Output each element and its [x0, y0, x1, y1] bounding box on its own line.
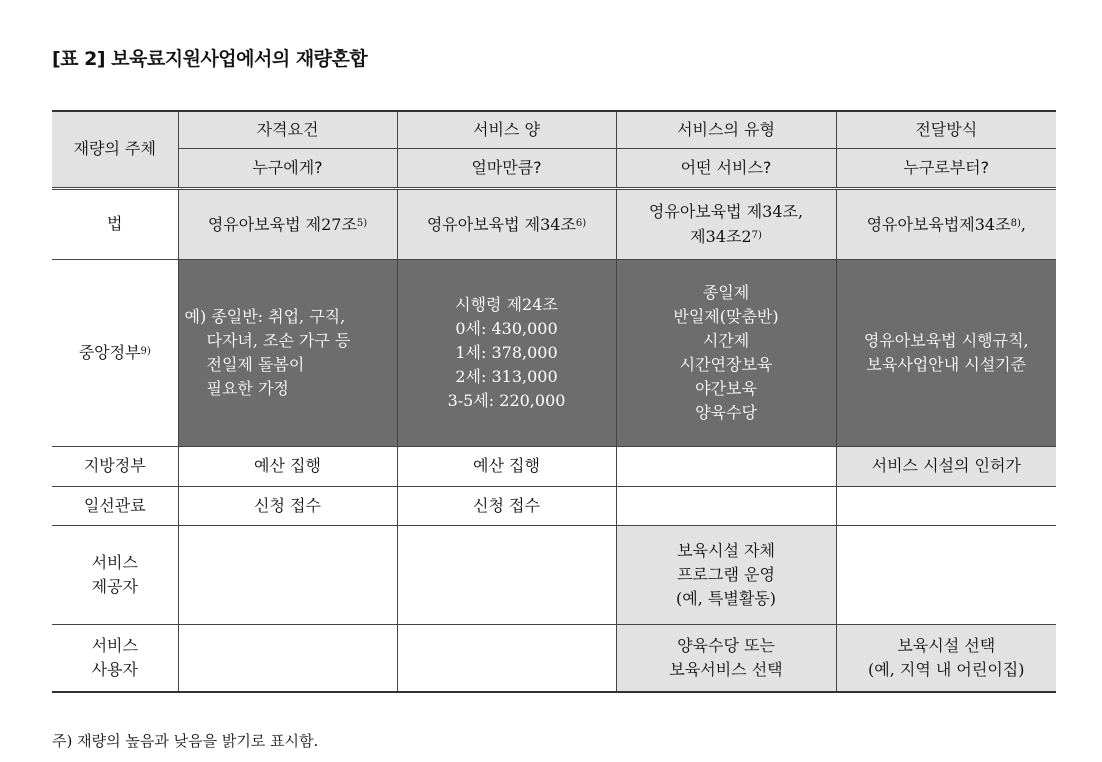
law-eligibility-cell [178, 188, 397, 259]
row-service-provider [52, 525, 1056, 624]
user-type-line: 양육수당 또는 [677, 635, 775, 655]
central-type-line: 종일제 [702, 282, 750, 302]
central-eligibility-cell [178, 259, 397, 446]
law-type-line-1: 영유아보육법 제34조, [648, 201, 804, 221]
central-amount-line: 0세: 430,000 [455, 318, 558, 338]
user-type-line: 보육서비스 선택 [669, 659, 783, 679]
central-eligibility-line: 예) 종일반: 취업, 구직, [184, 306, 346, 326]
central-amount-cell [397, 259, 616, 446]
central-amount-line: 2세: 313,000 [455, 366, 558, 386]
central-type-line: 시간연장보육 [679, 354, 773, 374]
header-service-type: 서비스의 유형 [616, 111, 836, 148]
row-label-central [52, 259, 178, 446]
official-amount-cell: 신청 접수 [397, 486, 616, 525]
law-delivery-cell [836, 188, 1056, 259]
law-amount-text: 영유아보육법 제34조 [426, 214, 576, 234]
central-type-line: 반일제(맞춤반) [673, 306, 779, 326]
central-amount-line: 시행령 제24조 [455, 294, 558, 314]
user-label-line: 사용자 [91, 659, 138, 679]
header-corner: 재량의 주체 [52, 111, 178, 188]
question-from-whom: 누구로부터? [836, 148, 1056, 188]
local-eligibility-cell: 예산 집행 [178, 446, 397, 486]
question-how-much: 얼마만큼? [397, 148, 616, 188]
central-eligibility-line: 전일제 돌봄이 [206, 354, 305, 374]
local-delivery-cell: 서비스 시설의 인허가 [836, 446, 1056, 486]
provider-type-line: 보육시설 자체 [677, 540, 775, 560]
central-amount-line: 1세: 378,000 [455, 342, 558, 362]
footnote-marker: 6) [575, 217, 587, 229]
header-eligibility: 자격요건 [178, 111, 397, 148]
central-type-line: 야간보육 [695, 378, 757, 398]
header-delivery: 전달방식 [836, 111, 1056, 148]
user-delivery-line: 보육시설 선택 [897, 635, 996, 655]
row-street-level-official [52, 486, 1056, 525]
row-central-government [52, 259, 1056, 446]
central-eligibility-line: 필요한 가정 [206, 378, 289, 398]
central-amount-line: 3-5세: 220,000 [447, 390, 566, 410]
local-type-cell [616, 446, 836, 486]
row-label-law: 법 [52, 188, 178, 259]
provider-eligibility-cell [178, 525, 397, 624]
header-service-amount: 서비스 양 [397, 111, 616, 148]
user-delivery-line: (예, 지역 내 어린이집) [868, 659, 1025, 679]
row-law [52, 188, 1056, 259]
provider-type-line: 프로그램 운영 [677, 564, 775, 584]
footnote-marker: 7) [751, 229, 762, 241]
law-amount-cell [397, 188, 616, 259]
user-eligibility-cell [178, 624, 397, 692]
user-amount-cell [397, 624, 616, 692]
row-label-official: 일선관료 [52, 486, 178, 525]
law-type-line-2: 제34조2 [690, 226, 752, 246]
provider-label-line: 제공자 [91, 576, 138, 596]
central-delivery-line: 보육사업안내 시설기준 [866, 354, 1027, 374]
central-label-text: 중앙정부 [78, 343, 141, 362]
table-note: 주) 재량의 높음과 낮음을 밝기로 표시함. [52, 732, 319, 750]
row-label-local: 지방정부 [52, 446, 178, 486]
official-eligibility-cell: 신청 접수 [178, 486, 397, 525]
central-delivery-cell [836, 259, 1056, 446]
official-type-cell [616, 486, 836, 525]
central-eligibility-line: 다자녀, 조손 가구 등 [206, 330, 351, 350]
footnote-marker: 9) [140, 346, 151, 357]
central-delivery-line: 영유아보육법 시행규칙, [863, 330, 1029, 350]
central-type-line: 양육수당 [695, 402, 757, 422]
provider-delivery-cell [836, 525, 1056, 624]
user-type-cell [616, 624, 836, 692]
local-amount-cell: 예산 집행 [397, 446, 616, 486]
provider-type-cell [616, 525, 836, 624]
header-row-questions [52, 148, 1056, 188]
row-service-user [52, 624, 1056, 692]
row-label-user [52, 624, 178, 692]
footnote-marker: 8) [1010, 217, 1021, 229]
footnote-marker: 5) [356, 217, 368, 229]
provider-amount-cell [397, 525, 616, 624]
question-what-service: 어떤 서비스? [616, 148, 836, 188]
user-label-line: 서비스 [91, 635, 138, 655]
law-delivery-tail: , [1020, 214, 1026, 234]
central-type-line: 시간제 [702, 330, 750, 350]
law-eligibility-text: 영유아보육법 제27조 [207, 214, 357, 234]
official-delivery-cell [836, 486, 1056, 525]
central-type-cell [616, 259, 836, 446]
row-label-provider [52, 525, 178, 624]
law-delivery-text: 영유아보육법제34조 [866, 214, 1011, 234]
question-who: 누구에게? [178, 148, 397, 188]
table-caption: [표 2] 보육료지원사업에서의 재량혼합 [52, 48, 368, 70]
provider-type-line: (예, 특별활동) [676, 588, 776, 608]
header-row-titles [52, 111, 1056, 148]
provider-label-line: 서비스 [91, 552, 138, 572]
row-local-government [52, 446, 1056, 486]
law-type-cell [616, 188, 836, 259]
user-delivery-cell [836, 624, 1056, 692]
discretion-mix-table [52, 110, 1056, 693]
